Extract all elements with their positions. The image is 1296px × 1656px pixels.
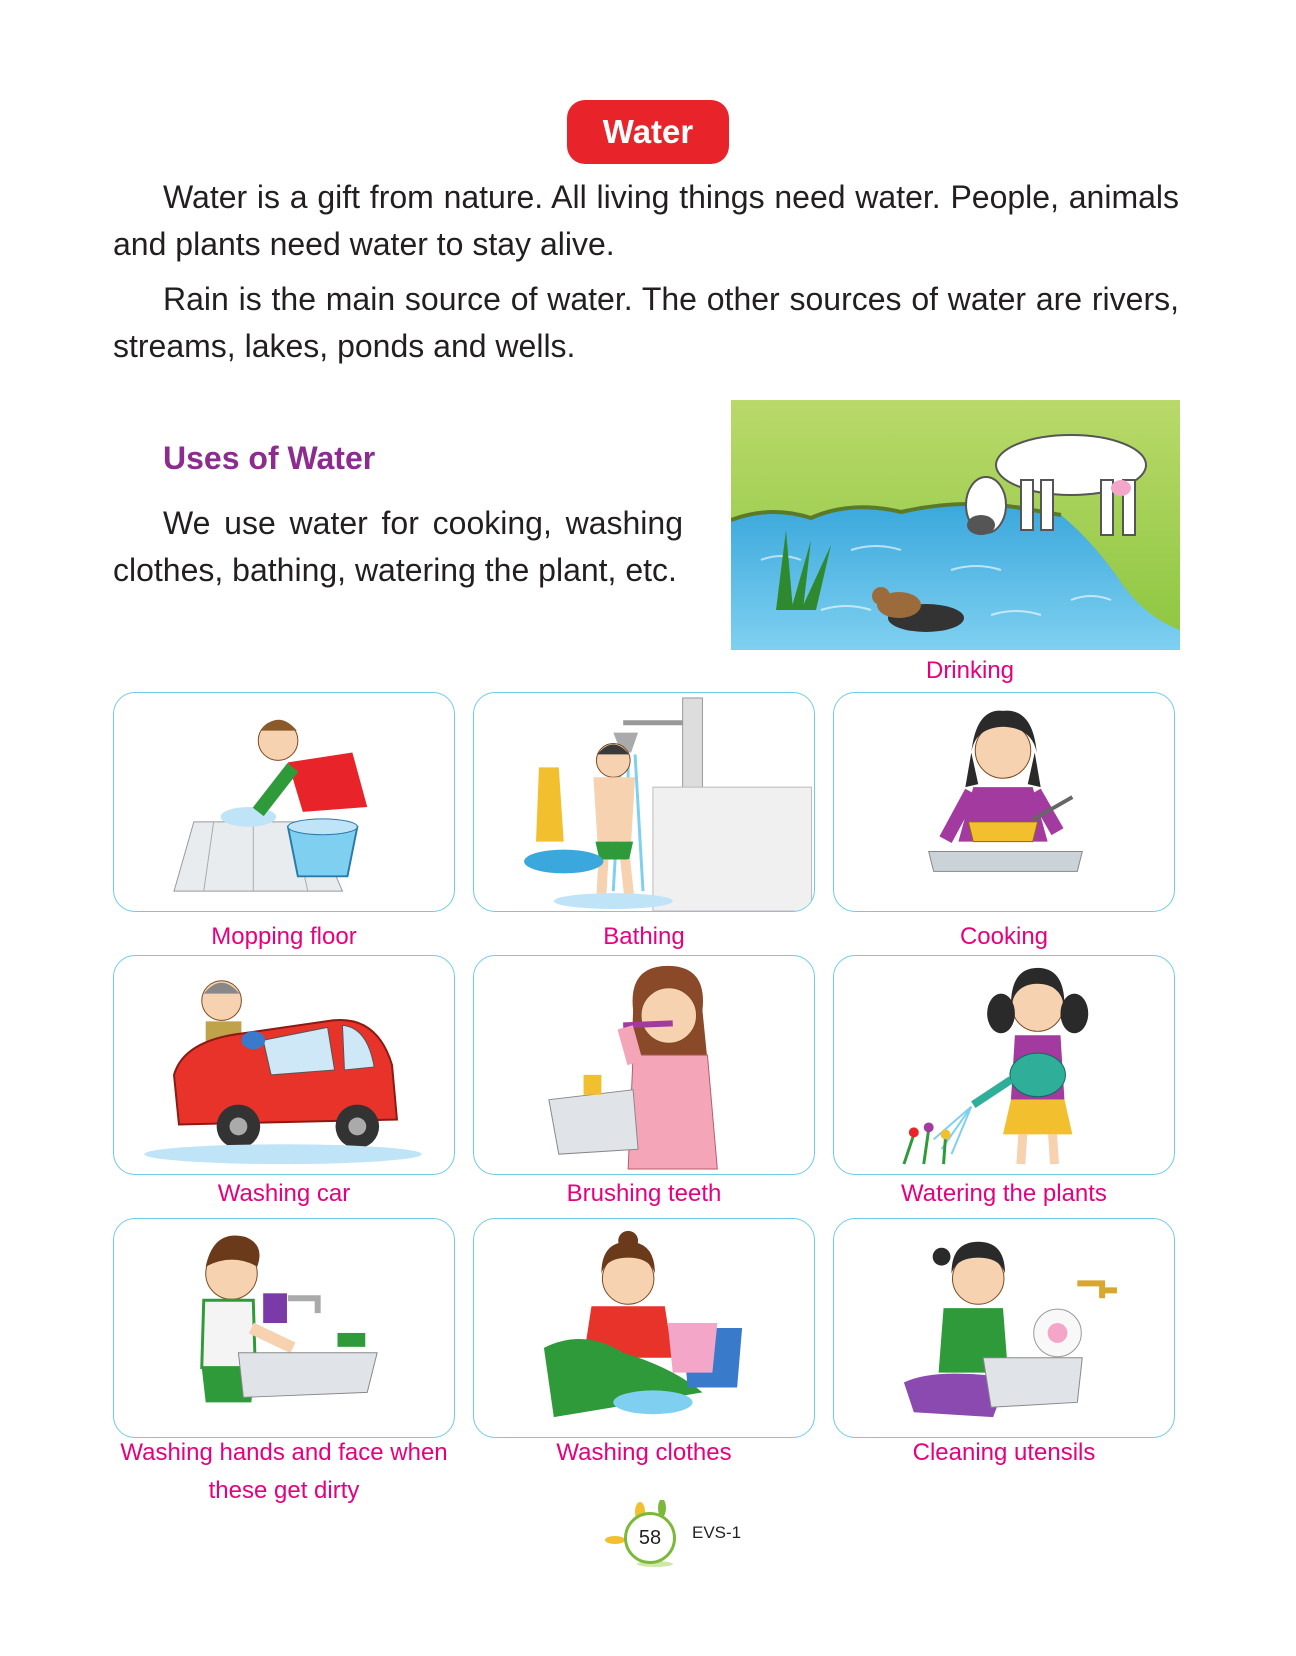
book-code: EVS-1 <box>692 1523 742 1542</box>
cleaning-utensils-icon <box>834 1219 1174 1437</box>
activity-card-cooking <box>833 692 1175 912</box>
activity-label: Cooking <box>959 923 1049 950</box>
activity-label: Cleaning utensils <box>912 1439 1096 1466</box>
activity-label: Mopping floor <box>211 923 357 950</box>
drinking-illustration <box>731 400 1180 650</box>
activity-card-brushing-teeth <box>473 955 815 1175</box>
activity-card-mopping <box>113 692 455 912</box>
washing-hands-icon <box>114 1219 454 1437</box>
cooking-icon <box>834 693 1174 911</box>
activity-card-cleaning-utensils <box>833 1218 1175 1438</box>
activity-label: Watering the plants <box>901 1180 1107 1207</box>
activity-card-washing-clothes <box>473 1218 815 1438</box>
activity-label: Washing clothes <box>556 1439 732 1466</box>
activity-card-watering-plants <box>833 955 1175 1175</box>
bathing-icon <box>474 693 814 911</box>
page-number: 58 <box>624 1512 676 1564</box>
intro-paragraph-1: Water is a gift from nature. All living things need water. People, animals and plants need water to stay alive. <box>113 179 1179 262</box>
washing-clothes-icon <box>474 1219 814 1437</box>
uses-paragraph: We use water for cooking, washing clothes, bathing, watering the plant, etc. <box>113 505 683 588</box>
activity-label: Washing car <box>217 1180 351 1207</box>
activity-label: Brushing teeth <box>566 1180 722 1207</box>
intro-paragraph-2: Rain is the main source of water. The other sources of water are rivers, streams, lakes, ponds and wells. <box>113 281 1179 364</box>
watering-plants-icon <box>834 956 1174 1174</box>
activity-card-washing-car <box>113 955 455 1175</box>
activity-label: Washing hands and face when these get dirty <box>120 1439 448 1504</box>
mopping-floor-icon <box>114 693 454 911</box>
activity-label: Bathing <box>603 923 685 950</box>
brushing-teeth-icon <box>474 956 814 1174</box>
activity-card-bathing <box>473 692 815 912</box>
page-title: Water <box>567 100 729 164</box>
uses-heading: Uses of Water <box>163 440 376 476</box>
activity-card-washing-hands <box>113 1218 455 1438</box>
drinking-caption: Drinking <box>925 657 1015 684</box>
washing-car-icon <box>114 956 454 1174</box>
